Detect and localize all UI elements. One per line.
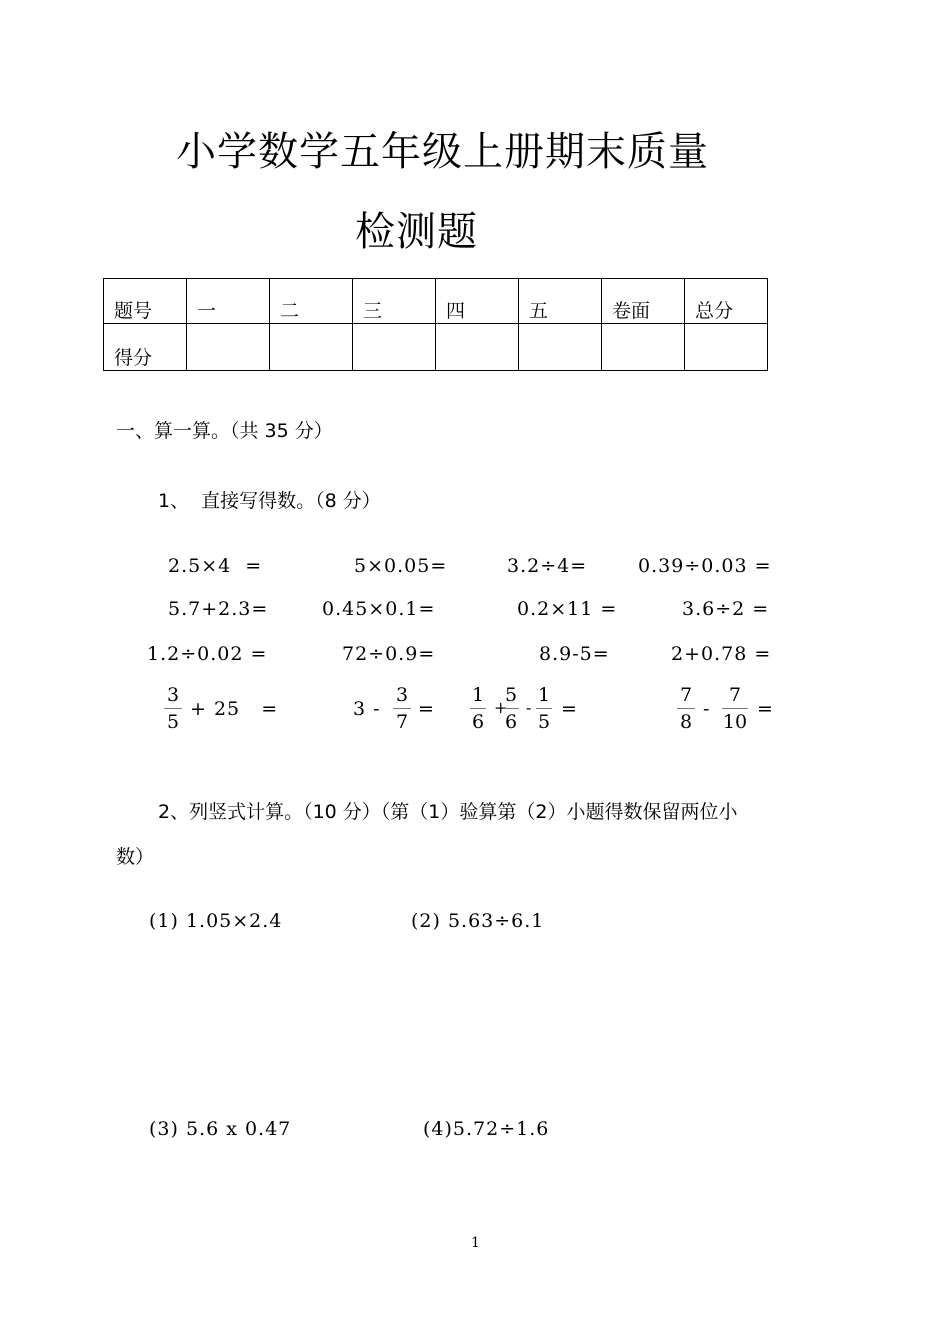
mental-math-item: 0.2×11 = <box>517 598 618 620</box>
mental-math-item: 8.9-5= <box>539 643 610 665</box>
score-header-cell: 卷面 <box>602 279 685 324</box>
score-input-cell[interactable] <box>187 324 270 371</box>
score-row-label: 得分 <box>104 324 187 371</box>
fraction-expression-rest: + 25 = <box>190 698 279 720</box>
fraction: 1 6 <box>471 684 485 733</box>
score-header-cell: 四 <box>436 279 519 324</box>
page-title-line2: 检测题 <box>355 209 478 255</box>
score-header-cell: 题号 <box>104 279 187 324</box>
fraction-operator: - <box>526 698 533 717</box>
vertical-calc-item: (3) 5.6 x 0.47 <box>149 1118 292 1140</box>
fraction-expression-rest: = <box>561 698 578 720</box>
score-input-cell[interactable] <box>519 324 602 371</box>
score-header-cell: 二 <box>270 279 353 324</box>
vertical-calc-item: (1) 1.05×2.4 <box>149 910 283 932</box>
mental-math-item: 2.5×4 = <box>168 555 263 577</box>
fraction-operator: - <box>703 698 711 720</box>
mental-math-item: 1.2÷0.02 = <box>147 643 268 665</box>
mental-math-item: 5.7+2.3= <box>168 598 269 620</box>
page-number: 1 <box>471 1235 480 1251</box>
score-header-cell: 三 <box>353 279 436 324</box>
q2-heading-line2: 数） <box>116 846 155 868</box>
q1-heading: 1、 直接写得数。（8 分） <box>158 490 381 512</box>
page-title-line1: 小学数学五年级上册期末质量 <box>176 129 709 175</box>
mental-math-item: 3.6÷2 = <box>682 598 770 620</box>
mental-math-item: 0.39÷0.03 = <box>638 555 772 577</box>
vertical-calc-item: (2) 5.63÷6.1 <box>411 910 545 932</box>
fraction: 7 10 <box>722 684 748 733</box>
score-header-cell: 总分 <box>685 279 768 324</box>
fraction-expression-rest: = <box>418 698 435 720</box>
score-input-cell[interactable] <box>270 324 353 371</box>
mental-math-item: 72÷0.9= <box>342 643 436 665</box>
vertical-calc-item: (4)5.72÷1.6 <box>423 1118 550 1140</box>
score-input-cell[interactable] <box>685 324 768 371</box>
score-header-cell: 一 <box>187 279 270 324</box>
q2-heading-line1: 2、列竖式计算。（10 分）（第（1）验算第（2）小题得数保留两位小 <box>158 801 738 823</box>
mental-math-item: 5×0.05= <box>354 555 448 577</box>
fraction-expression-rest: = <box>757 698 774 720</box>
fraction-operator: + <box>494 698 509 717</box>
fraction: 1 5 <box>537 684 551 733</box>
mental-math-item: 3.2÷4= <box>507 555 588 577</box>
score-input-cell[interactable] <box>436 324 519 371</box>
mental-math-item: 2+0.78 = <box>671 643 772 665</box>
score-table-score-row <box>104 324 768 371</box>
score-input-cell[interactable] <box>353 324 436 371</box>
mental-math-item: 0.45×0.1= <box>322 598 436 620</box>
fraction: 3 7 <box>393 684 411 733</box>
score-table <box>103 278 768 371</box>
score-header-cell: 五 <box>519 279 602 324</box>
section1-heading: 一、算一算。（共 35 分） <box>116 420 333 442</box>
fraction: 5 6 <box>504 684 518 733</box>
score-table-header-row <box>104 279 768 324</box>
fraction: 7 8 <box>677 684 695 733</box>
fraction-expression-lead: 3 - <box>353 698 381 720</box>
score-input-cell[interactable] <box>602 324 685 371</box>
fraction: 3 5 <box>164 684 182 733</box>
